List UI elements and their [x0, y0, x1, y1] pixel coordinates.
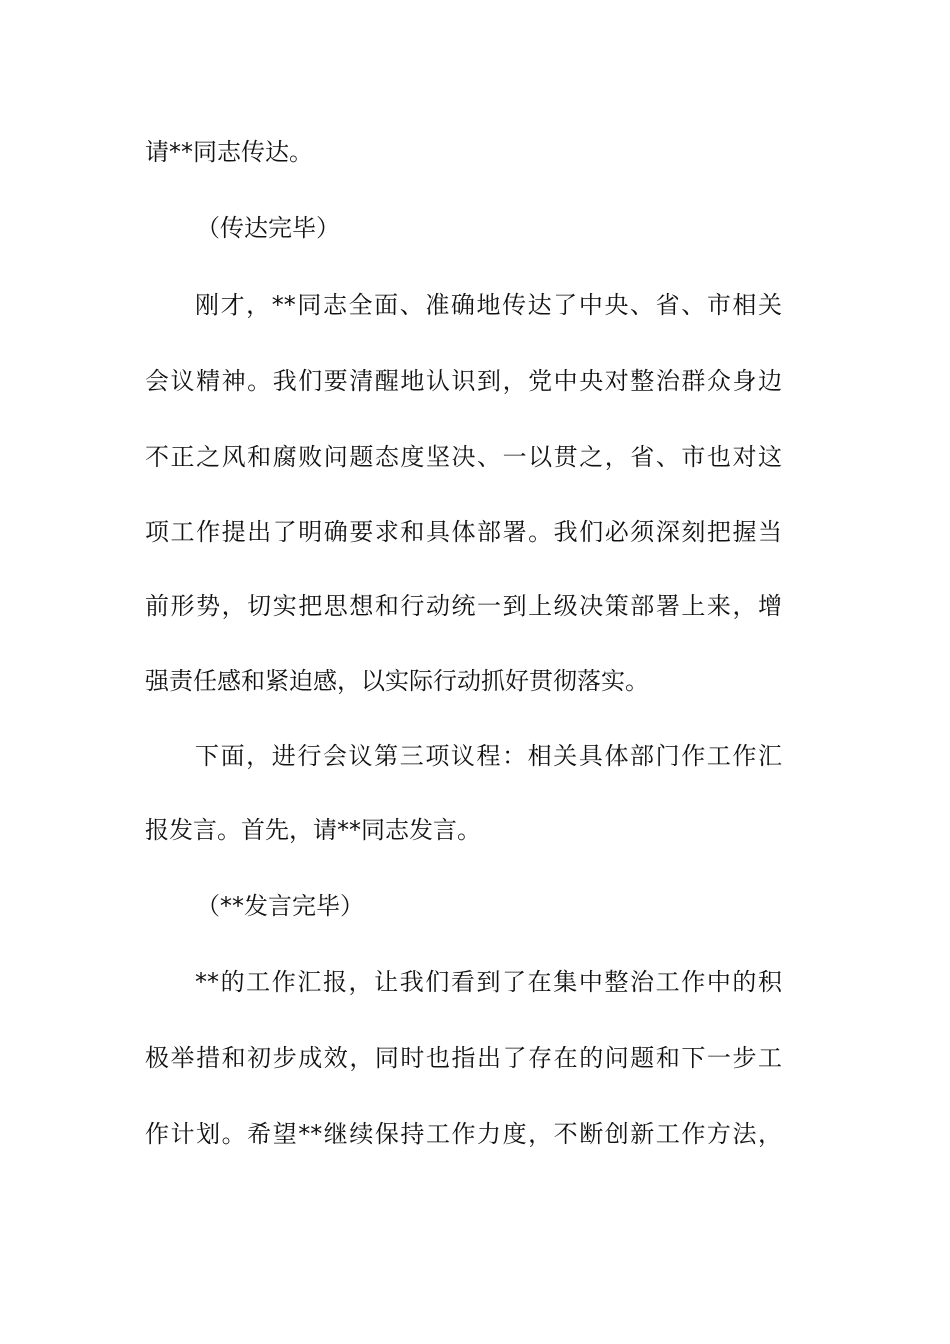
text-line: 会议精神。我们要清醒地认识到，党中央对整治群众身边 [145, 367, 782, 395]
text-line: 刚才，**同志全面、准确地传达了中央、省、市相关 [195, 291, 782, 319]
text-line: 项工作提出了明确要求和具体部署。我们必须深刻把握当 [145, 518, 782, 546]
text-line: 请**同志传达。 [145, 138, 313, 166]
text-line: **的工作汇报，让我们看到了在集中整治工作中的积 [195, 968, 782, 996]
text-line: 报发言。首先，请**同志发言。 [145, 816, 481, 844]
stage-direction: （**发言完毕） [196, 892, 364, 920]
text-line: 不正之风和腐败问题态度坚决、一以贯之，省、市也对这 [145, 443, 782, 471]
text-line: 作计划。希望**继续保持工作力度，不断创新工作方法， [145, 1120, 782, 1148]
text-line: 极举措和初步成效，同时也指出了存在的问题和下一步工 [145, 1044, 782, 1072]
text-line: 强责任感和紧迫感，以实际行动抓好贯彻落实。 [145, 667, 649, 695]
stage-direction: （传达完毕） [196, 214, 340, 242]
text-line: 下面，进行会议第三项议程：相关具体部门作工作汇 [195, 742, 782, 770]
text-line: 前形势，切实把思想和行动统一到上级决策部署上来，增 [145, 592, 782, 620]
